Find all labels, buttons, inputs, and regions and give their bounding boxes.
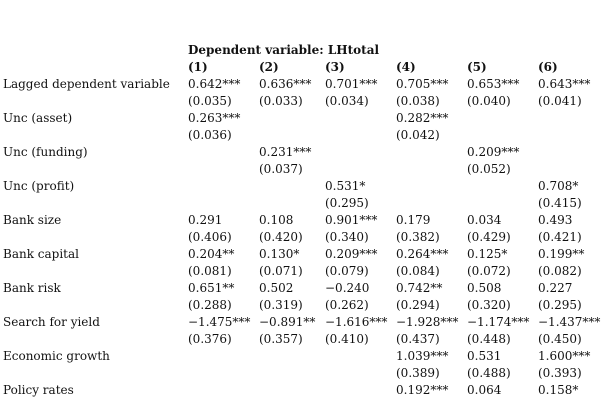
row-label: Search for yield [3,315,100,329]
std-error-cell: (0.376) [188,332,232,346]
std-error-cell: (0.084) [396,264,440,278]
std-error-cell: (0.393) [538,366,582,380]
std-error-cell: (0.081) [188,264,232,278]
std-error-cell: (0.037) [259,162,303,176]
coefficient-cell: −0.891** [259,315,316,329]
coefficient-cell: 0.742** [396,281,443,295]
coefficient-cell: 1.039*** [396,349,449,363]
std-error-cell: (0.488) [467,366,511,380]
coefficient-cell: 0.651** [188,281,235,295]
coefficient-cell: 0.653*** [467,77,520,91]
column-header: (6) [538,60,558,74]
std-error-cell: (0.040) [467,94,511,108]
std-error-cell: (0.295) [538,298,582,312]
row-label: Policy rates [3,383,74,397]
std-error-cell: (0.437) [396,332,440,346]
std-error-cell: (0.071) [259,264,303,278]
std-error-cell: (0.389) [396,366,440,380]
std-error-cell: (0.448) [467,332,511,346]
row-label: Bank size [3,213,62,227]
std-error-cell: (0.041) [538,94,582,108]
coefficient-cell: −1.437*** [538,315,601,329]
std-error-cell: (0.340) [325,230,369,244]
row-label: Bank risk [3,281,61,295]
std-error-cell: (0.421) [538,230,582,244]
coefficient-cell: −1.616*** [325,315,388,329]
std-error-cell: (0.320) [467,298,511,312]
std-error-cell: (0.079) [325,264,369,278]
row-label: Lagged dependent variable [3,77,170,91]
std-error-cell: (0.382) [396,230,440,244]
std-error-cell: (0.082) [538,264,582,278]
std-error-cell: (0.420) [259,230,303,244]
coefficient-cell: −1.174*** [467,315,530,329]
row-label: Unc (asset) [3,111,73,125]
std-error-cell: (0.052) [467,162,511,176]
coefficient-cell: 0.192*** [396,383,449,397]
coefficient-cell: 0.493 [538,213,573,227]
coefficient-cell: 0.291 [188,213,223,227]
coefficient-cell: −0.240 [325,281,370,295]
row-label: Economic growth [3,349,110,363]
coefficient-cell: 0.502 [259,281,294,295]
std-error-cell: (0.357) [259,332,303,346]
coefficient-cell: 0.199** [538,247,585,261]
std-error-cell: (0.406) [188,230,232,244]
coefficient-cell: 0.158* [538,383,579,397]
row-label: Unc (funding) [3,145,88,159]
coefficient-cell: 0.708* [538,179,579,193]
coefficient-cell: 0.642*** [188,77,241,91]
coefficient-cell: 0.264*** [396,247,449,261]
coefficient-cell: 0.701*** [325,77,378,91]
std-error-cell: (0.410) [325,332,369,346]
std-error-cell: (0.319) [259,298,303,312]
column-header: (5) [467,60,487,74]
std-error-cell: (0.295) [325,196,369,210]
std-error-cell: (0.034) [325,94,369,108]
std-error-cell: (0.262) [325,298,369,312]
coefficient-cell: 0.209*** [467,145,520,159]
coefficient-cell: 0.064 [467,383,502,397]
coefficient-cell: 0.209*** [325,247,378,261]
std-error-cell: (0.294) [396,298,440,312]
std-error-cell: (0.042) [396,128,440,142]
row-label: Unc (profit) [3,179,75,193]
coefficient-cell: 0.034 [467,213,502,227]
std-error-cell: (0.038) [396,94,440,108]
coefficient-cell: 0.108 [259,213,294,227]
column-header: (2) [259,60,279,74]
coefficient-cell: 0.643*** [538,77,591,91]
std-error-cell: (0.288) [188,298,232,312]
coefficient-cell: 0.531 [467,349,502,363]
coefficient-cell: 0.179 [396,213,431,227]
coefficient-cell: 0.508 [467,281,502,295]
coefficient-cell: −1.475*** [188,315,251,329]
coefficient-cell: 0.282*** [396,111,449,125]
column-header: (4) [396,60,416,74]
coefficient-cell: 0.125* [467,247,508,261]
coefficient-cell: 0.531* [325,179,366,193]
coefficient-cell: 1.600*** [538,349,591,363]
std-error-cell: (0.429) [467,230,511,244]
dependent-variable-header: Dependent variable: LHtotal [188,43,380,57]
coefficient-cell: 0.636*** [259,77,312,91]
coefficient-cell: 0.227 [538,281,573,295]
coefficient-cell: 0.705*** [396,77,449,91]
row-label: Bank capital [3,247,79,261]
column-header: (3) [325,60,345,74]
std-error-cell: (0.415) [538,196,582,210]
std-error-cell: (0.035) [188,94,232,108]
std-error-cell: (0.033) [259,94,303,108]
coefficient-cell: 0.901*** [325,213,378,227]
column-header: (1) [188,60,208,74]
std-error-cell: (0.450) [538,332,582,346]
std-error-cell: (0.036) [188,128,232,142]
coefficient-cell: 0.130* [259,247,300,261]
coefficient-cell: 0.231*** [259,145,312,159]
coefficient-cell: −1.928*** [396,315,459,329]
coefficient-cell: 0.204** [188,247,235,261]
coefficient-cell: 0.263*** [188,111,241,125]
std-error-cell: (0.072) [467,264,511,278]
